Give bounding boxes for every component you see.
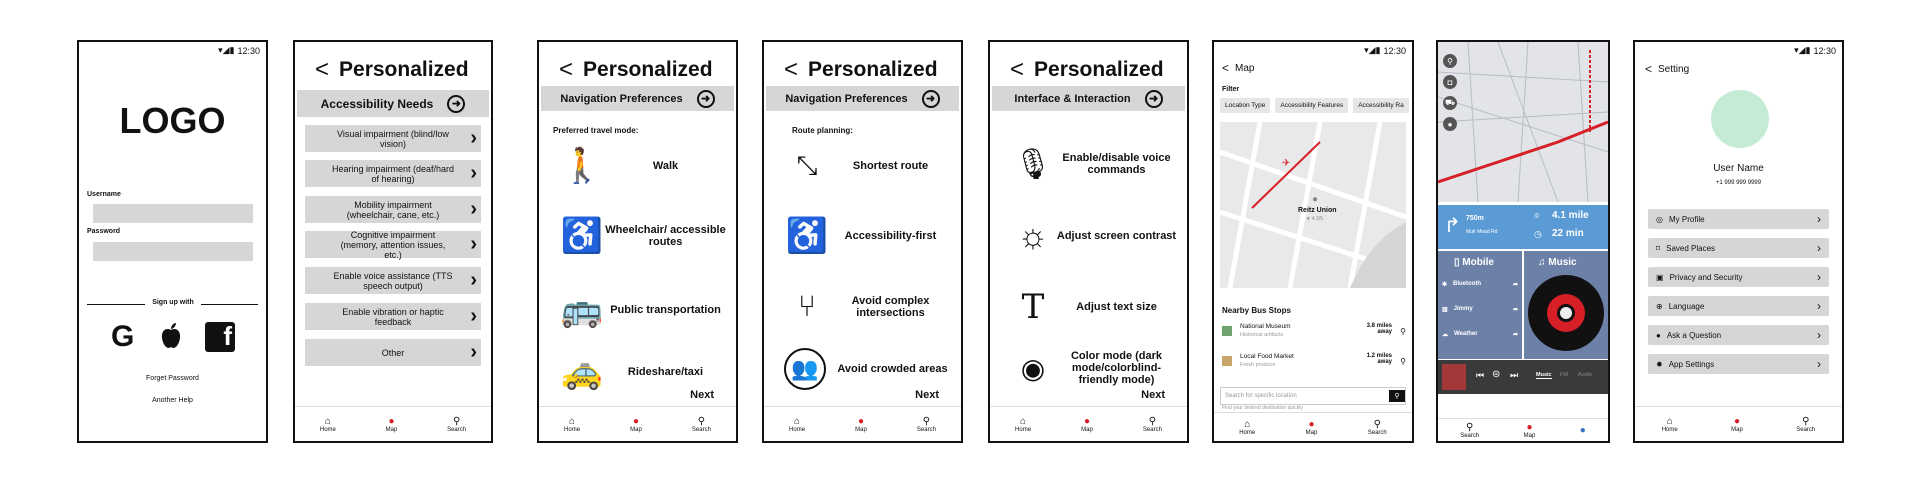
nav-home[interactable]: ⌂ Home: [1661, 415, 1678, 433]
mobile-item-jimmy[interactable]: ▥ Jimmy ➦: [1442, 306, 1518, 313]
search-icon: ⚲: [1373, 418, 1381, 430]
nav-search[interactable]: ⚲ Search: [1142, 415, 1162, 433]
location-icon: ⌾: [1534, 211, 1540, 221]
bottom-nav: [295, 406, 491, 441]
search-icon: ⚲: [1148, 415, 1157, 427]
user-icon: ●: [1579, 424, 1586, 436]
pin-icon: ●: [388, 415, 395, 427]
back-icon[interactable]: <: [1645, 62, 1653, 76]
option-contrast[interactable]: ☼ Adjust screen contrast: [1010, 214, 1177, 258]
museum-thumb-icon: [1222, 326, 1232, 336]
trip-info-panel: ↱ 750m Mulr Mead Rd ⌾ 4.1 mile ◷ 22 min: [1438, 205, 1608, 249]
turn-right-icon: ↱: [1444, 215, 1461, 237]
page-title: Personalized: [583, 58, 713, 81]
mobile-title: ▯ Mobile: [1454, 257, 1494, 268]
mobile-item-bluetooth[interactable]: ✱ Bluetooth ➦: [1442, 281, 1518, 288]
help-link[interactable]: Another Help: [152, 397, 193, 404]
login-screen: [77, 40, 268, 443]
option-transit[interactable]: 🚌 Public transportation: [560, 291, 721, 329]
avatar[interactable]: [1711, 90, 1769, 148]
settings-item-saved[interactable]: ⌑ Saved Places ›: [1648, 238, 1829, 258]
chevron-right-icon: ›: [470, 269, 477, 291]
settings-item-app[interactable]: ✹ App Settings ›: [1648, 354, 1829, 374]
option-accessibility-first[interactable]: ♿ Accessibility-first: [785, 217, 937, 255]
camera-icon[interactable]: ◘: [1443, 75, 1457, 89]
nav-map[interactable]: ● Map: [1731, 415, 1743, 433]
filter-chips: [1220, 98, 1412, 113]
globe-icon: ⊕: [1656, 301, 1663, 311]
disc-label: [1547, 294, 1585, 332]
book-icon: ▥: [1442, 307, 1448, 313]
password-label: Password: [87, 228, 121, 235]
home-icon: ⌂: [569, 415, 576, 427]
wifi-icon: ▾◢▮: [1364, 45, 1381, 55]
password-input[interactable]: [93, 242, 253, 261]
section-bar: [297, 90, 489, 117]
chevron-right-icon: ›: [1817, 328, 1821, 342]
settings-screen: [1633, 40, 1844, 443]
market-thumb-icon: [1222, 356, 1232, 366]
option-voice-commands[interactable]: 🎙 Enable/disable voice commands: [1010, 142, 1177, 186]
option-cognitive[interactable]: Cognitive impairment (memory, attention issues, etc.) ›: [305, 231, 481, 258]
section-bar: [992, 86, 1185, 111]
back-icon[interactable]: <: [1222, 61, 1230, 75]
back-icon[interactable]: <: [1010, 56, 1025, 83]
home-icon: ⌂: [1666, 415, 1673, 427]
nav-search[interactable]: ⚲ Search: [1460, 421, 1480, 439]
map-view[interactable]: [1220, 122, 1406, 288]
username-input[interactable]: [93, 204, 253, 223]
logo: LOGO: [119, 100, 226, 141]
username-label: Username: [87, 191, 121, 198]
weather-icon: ☁: [1442, 332, 1448, 338]
chevron-right-icon: ›: [470, 162, 477, 184]
home-icon: ⌂: [1020, 415, 1027, 427]
bottom-nav: [764, 406, 961, 441]
nav-search[interactable]: ⚲ Search: [1367, 418, 1387, 436]
nav-search[interactable]: ⚲ Search: [1796, 415, 1816, 433]
section-bar: [766, 86, 959, 111]
user-name: User Name: [1713, 163, 1764, 174]
status-bar: ▾◢▮ 12:30: [218, 45, 260, 56]
page-title: Personalized: [1034, 58, 1164, 81]
arrow-right-icon[interactable]: ➜: [697, 90, 715, 108]
mobile-panel: [1438, 251, 1522, 359]
share-icon: ➦: [1512, 282, 1518, 288]
driving-screen: [1436, 40, 1610, 443]
sun-icon: ☼: [1017, 216, 1049, 255]
wheelchair-icon: ♿: [560, 217, 604, 255]
nav-search[interactable]: ⚲ Search: [916, 415, 936, 433]
eye-icon: ◉: [1020, 352, 1046, 384]
accessibility-screen: [293, 40, 493, 443]
map-pin-icon: ●: [1312, 194, 1319, 205]
interface-screen: [988, 40, 1189, 443]
page-header: [315, 56, 469, 84]
settings-item-question[interactable]: ● Ask a Question ›: [1648, 325, 1829, 345]
taxi-icon: 🚕: [560, 353, 604, 391]
chevron-right-icon: ›: [1817, 357, 1821, 371]
section-title: Navigation Preferences: [560, 92, 683, 105]
previous-icon[interactable]: ⏮: [1476, 370, 1485, 380]
fork-arrow-icon: ⑂: [798, 290, 816, 323]
microphone-icon: 🎙: [1013, 147, 1053, 181]
chevron-right-icon: ›: [1817, 270, 1821, 284]
album-disc[interactable]: [1528, 275, 1604, 351]
forgot-password-link[interactable]: Forget Password: [146, 375, 199, 382]
page-title: Personalized: [339, 58, 469, 81]
chip-location-type[interactable]: Location Type: [1220, 98, 1270, 113]
pin-icon: ●: [1526, 421, 1533, 433]
option-mobility[interactable]: Mobility impairment (wheelchair, cane, etc.) ›: [305, 196, 481, 223]
map-screen: [1212, 40, 1414, 443]
option-other[interactable]: Other ›: [305, 339, 481, 366]
nav-home[interactable]: ⌂ Home: [789, 415, 806, 433]
back-icon[interactable]: <: [784, 56, 799, 83]
bluetooth-icon: ✱: [1442, 282, 1448, 288]
crowd-icon: 👥: [784, 348, 826, 390]
tab-music[interactable]: Music: [1536, 372, 1552, 378]
car-icon[interactable]: ⛟: [1443, 96, 1457, 110]
section-title: Navigation Preferences: [785, 92, 908, 105]
travel-mode-screen: [537, 40, 738, 443]
bottom-nav: [539, 406, 736, 441]
home-icon: ⌂: [1244, 418, 1251, 430]
gear-icon: ✹: [1656, 359, 1663, 369]
pin-icon: ●: [1308, 418, 1315, 430]
nav-search[interactable]: ⚲ Search: [691, 415, 711, 433]
option-walk[interactable]: 🚶 Walk: [560, 147, 679, 185]
chevron-right-icon: ›: [470, 198, 477, 220]
microphone-icon[interactable]: ●: [1443, 117, 1457, 131]
signup-label: Sign up with: [145, 299, 201, 306]
option-shortest[interactable]: ⤡ Shortest route: [784, 144, 951, 188]
pin-icon: ●: [857, 415, 865, 427]
search-icon: ⚲: [697, 415, 706, 427]
chevron-right-icon: ›: [1817, 299, 1821, 313]
bookmark-icon: ⌑: [1656, 243, 1661, 253]
nav-home[interactable]: ⌂ Home: [319, 415, 336, 433]
search-icon[interactable]: ⚲: [1400, 327, 1406, 336]
home-icon: ⌂: [794, 415, 801, 427]
music-panel: [1524, 251, 1608, 359]
pin-icon: ●: [1083, 415, 1091, 427]
search-icon: ⚲: [1466, 421, 1474, 433]
search-icon: ⚲: [1802, 415, 1810, 427]
route-map[interactable]: [1438, 42, 1608, 202]
bus-icon: 🚌: [560, 291, 604, 329]
clock-icon: ◷: [1534, 229, 1542, 239]
list-item[interactable]: Local Food Market Fresh produce 1.2 miles away ⚲: [1222, 352, 1406, 374]
arrow-right-icon[interactable]: ➜: [447, 95, 465, 113]
status-bar: ▾◢▮ 12:30: [1364, 45, 1406, 56]
bottom-nav: [990, 406, 1187, 441]
search-icon[interactable]: ⚲: [1443, 54, 1457, 68]
option-text-size[interactable]: T Adjust text size: [1010, 285, 1177, 329]
nav-map[interactable]: ● Map: [1523, 421, 1536, 439]
settings-item-profile[interactable]: ◎ My Profile ›: [1648, 209, 1829, 229]
back-icon[interactable]: <: [315, 56, 330, 83]
chevron-right-icon: ›: [470, 127, 477, 149]
music-note-icon: ♫: [1538, 257, 1546, 268]
nav-home[interactable]: ⌂ Home: [1239, 418, 1256, 436]
home-icon: ⌂: [324, 415, 331, 427]
nav-search[interactable]: ⚲ Search: [447, 415, 467, 433]
bottom-nav: [1438, 418, 1608, 441]
mobile-item-weather[interactable]: ☁ Weather ➦: [1442, 331, 1518, 338]
media-bar: [1438, 360, 1608, 394]
settings-item-privacy[interactable]: ▣ Privacy and Security ›: [1648, 267, 1829, 287]
search-icon[interactable]: ⚲: [1400, 357, 1406, 366]
map-graphic: [1220, 122, 1406, 288]
chevron-right-icon: ›: [470, 341, 477, 363]
lock-icon: ▣: [1656, 272, 1664, 282]
wifi-icon: ▾◢▮: [1794, 45, 1811, 55]
settings-item-language[interactable]: ⊕ Language ›: [1648, 296, 1829, 316]
settings-header: [1645, 62, 1689, 76]
airplane-icon: ✈: [1282, 158, 1291, 169]
option-wheelchair[interactable]: ♿ Wheelchair/ accessible routes: [560, 217, 726, 255]
text-size-icon: T: [1021, 287, 1045, 327]
chip-accessibility-features[interactable]: Accessibility Features: [1275, 98, 1348, 113]
share-icon: ➦: [1512, 307, 1518, 313]
chevron-right-icon: ›: [1817, 241, 1821, 255]
chevron-right-icon: ›: [470, 305, 477, 327]
walk-icon: 🚶: [560, 147, 604, 185]
page-title: Map: [1235, 62, 1255, 74]
section-subtitle: Route planning:: [792, 126, 853, 135]
option-rideshare[interactable]: 🚕 Rideshare/taxi: [560, 353, 704, 391]
poi-name[interactable]: Reitz Union: [1298, 207, 1337, 214]
next-icon[interactable]: ⏭: [1510, 370, 1519, 380]
search-icon: ⚲: [922, 415, 931, 427]
map-header: [1222, 61, 1254, 75]
search-button[interactable]: ⚲: [1389, 390, 1405, 402]
pin-icon: ●: [632, 415, 640, 427]
facebook-icon[interactable]: f: [205, 322, 235, 352]
nav-map[interactable]: ● Map: [1081, 415, 1093, 433]
music-title: ♫ Music: [1538, 257, 1577, 268]
arrow-right-icon[interactable]: ➜: [922, 90, 940, 108]
apple-icon[interactable]: [160, 322, 182, 350]
arrow-right-icon[interactable]: ➜: [1145, 90, 1163, 108]
page-header: [1010, 56, 1164, 84]
nav-home[interactable]: ⌂ Home: [564, 415, 581, 433]
option-hearing[interactable]: Hearing impairment (deaf/hard of hearing) ›: [305, 160, 481, 187]
next-button[interactable]: Next: [915, 389, 939, 401]
user-circle-icon: ◎: [1656, 214, 1663, 224]
map-controls: [1443, 54, 1457, 131]
pin-icon: ●: [1733, 415, 1740, 427]
chevron-right-icon: ›: [470, 233, 477, 255]
nearby-title: Nearby Bus Stops: [1222, 306, 1291, 315]
poi-rating: ★ 4.3/5: [1306, 216, 1323, 222]
user-phone: +1 999 999 9999: [1715, 180, 1762, 186]
nav-map[interactable]: ● Map: [855, 415, 867, 433]
tab-audio[interactable]: Audio: [1578, 372, 1593, 378]
search-hint: Find your desired destination quickly: [1222, 405, 1303, 411]
shortest-route-icon: ⤡: [796, 150, 818, 180]
page-title: Personalized: [808, 58, 938, 81]
album-thumb: [1442, 364, 1466, 390]
google-icon[interactable]: G: [111, 320, 135, 353]
section-subtitle: Preferred travel mode:: [553, 126, 639, 135]
back-icon[interactable]: <: [559, 56, 574, 83]
bottom-nav: [1635, 406, 1842, 441]
section-title: Interface & Interaction: [1014, 92, 1131, 105]
phone-icon: ▯: [1454, 257, 1460, 268]
wheelchair-icon: ♿: [785, 217, 829, 255]
nav-map[interactable]: ● Map: [1305, 418, 1318, 436]
list-item[interactable]: National Museum Historical artifacts 3.8 miles away ⚲: [1222, 322, 1406, 344]
tab-fm[interactable]: FM: [1560, 372, 1568, 378]
share-icon: ➦: [1512, 332, 1518, 338]
route-map-graphic: [1438, 42, 1608, 202]
nav-map[interactable]: ● Map: [630, 415, 642, 433]
pause-icon[interactable]: ⊜: [1492, 369, 1501, 380]
nav-home[interactable]: ⌂ Home: [1015, 415, 1032, 433]
option-vibration[interactable]: Enable vibration or haptic feedback ›: [305, 303, 481, 330]
chevron-right-icon: ›: [1817, 212, 1821, 226]
option-avoid-crowds[interactable]: 👥 Avoid crowded areas: [784, 347, 951, 391]
disc-center: [1557, 304, 1575, 322]
nav-profile[interactable]: [1580, 425, 1586, 436]
nav-map[interactable]: ● Map: [385, 415, 398, 433]
route-planning-screen: [762, 40, 963, 443]
option-visual[interactable]: Visual impairment (blind/low vision) ›: [305, 125, 481, 152]
next-button[interactable]: Next: [690, 389, 714, 401]
option-avoid-intersections[interactable]: ⑂ Avoid complex intersections: [784, 285, 951, 329]
section-title: Accessibility Needs: [320, 96, 434, 111]
section-bar: [541, 86, 734, 111]
wifi-icon: ▾◢▮: [218, 45, 235, 55]
page-header: [784, 56, 938, 84]
search-icon: ⚲: [452, 415, 461, 427]
page-title: Setting: [1658, 63, 1690, 75]
status-bar: ▾◢▮ 12:30: [1794, 45, 1836, 56]
bottom-nav: [1214, 412, 1412, 441]
page-header: [559, 56, 713, 84]
filter-label: Filter: [1222, 86, 1240, 93]
chip-accessibility-rating[interactable]: Accessibility Ra: [1353, 98, 1409, 113]
option-voice[interactable]: Enable voice assistance (TTS speech output) ›: [305, 267, 481, 294]
option-color-mode[interactable]: ◉ Color mode (dark mode/colorblind-friendly mode): [1010, 342, 1177, 394]
next-button[interactable]: Next: [1141, 389, 1165, 401]
location-search-input[interactable]: Search for specific location ⚲: [1220, 387, 1406, 405]
question-icon: ●: [1656, 330, 1661, 340]
